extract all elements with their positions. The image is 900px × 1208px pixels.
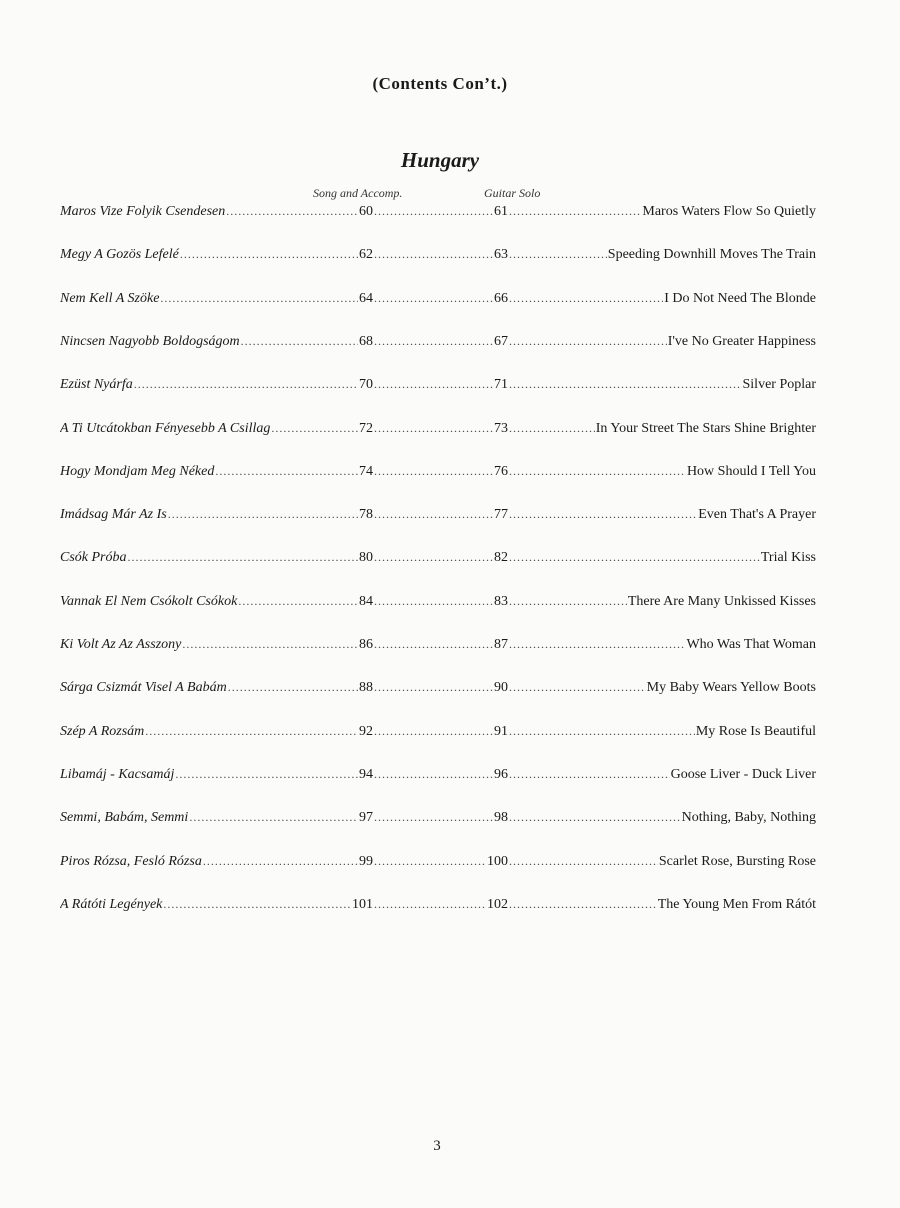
page-number: 3 bbox=[433, 1138, 441, 1154]
hungarian-title: Sárga Csizmát Visel A Babám bbox=[60, 680, 227, 695]
dot-leader bbox=[163, 893, 351, 915]
english-title: Who Was That Woman bbox=[686, 637, 816, 652]
guitar-solo-page: 83 bbox=[494, 594, 508, 609]
song-accomp-page: 92 bbox=[359, 724, 373, 739]
dot-leader bbox=[509, 546, 760, 568]
dot-leader bbox=[509, 460, 686, 482]
hungarian-title: Maros Vize Folyik Csendesen bbox=[60, 204, 226, 219]
dot-leader bbox=[374, 287, 493, 309]
song-accomp-page: 68 bbox=[359, 334, 373, 349]
dot-leader bbox=[182, 633, 358, 655]
dot-leader bbox=[374, 720, 493, 742]
contents-entry bbox=[0, 806, 900, 828]
hungarian-title: Vannak El Nem Csókolt Csókok bbox=[60, 594, 238, 609]
dot-leader bbox=[509, 373, 742, 395]
dot-leader bbox=[509, 720, 695, 742]
song-accomp-page: 99 bbox=[359, 854, 373, 869]
english-title: How Should I Tell You bbox=[686, 464, 816, 479]
dot-leader bbox=[509, 330, 667, 352]
guitar-solo-page: 77 bbox=[494, 507, 508, 522]
contents-entry bbox=[0, 200, 900, 222]
dot-leader bbox=[271, 417, 358, 439]
dot-leader bbox=[374, 417, 493, 439]
song-accomp-page: 74 bbox=[359, 464, 373, 479]
dot-leader bbox=[215, 460, 358, 482]
column-header-song-accomp: Song and Accomp. bbox=[313, 186, 403, 200]
english-title: Goose Liver - Duck Liver bbox=[670, 767, 816, 782]
hungarian-title: Libamáj - Kacsamáj bbox=[60, 767, 175, 782]
section-title: Hungary bbox=[400, 148, 480, 172]
guitar-solo-page: 67 bbox=[494, 334, 508, 349]
dot-leader bbox=[374, 503, 493, 525]
guitar-solo-page: 102 bbox=[487, 897, 508, 912]
dot-leader bbox=[374, 893, 486, 915]
english-title: Speeding Downhill Moves The Train bbox=[607, 247, 816, 262]
dot-leader bbox=[374, 850, 486, 872]
contents-entry bbox=[0, 503, 900, 525]
dot-leader bbox=[509, 590, 627, 612]
english-title: My Baby Wears Yellow Boots bbox=[646, 680, 816, 695]
english-title: Silver Poplar bbox=[742, 377, 816, 392]
contents-entry bbox=[0, 850, 900, 872]
dot-leader bbox=[374, 546, 493, 568]
contents-entry bbox=[0, 720, 900, 742]
dot-leader bbox=[160, 287, 358, 309]
hungarian-title: Szép A Rozsám bbox=[60, 724, 145, 739]
dot-leader bbox=[509, 676, 646, 698]
contents-entry bbox=[0, 373, 900, 395]
english-title: Trial Kiss bbox=[760, 550, 816, 565]
dot-leader bbox=[509, 850, 658, 872]
guitar-solo-page: 82 bbox=[494, 550, 508, 565]
guitar-solo-page: 90 bbox=[494, 680, 508, 695]
guitar-solo-page: 91 bbox=[494, 724, 508, 739]
guitar-solo-page: 66 bbox=[494, 291, 508, 306]
hungarian-title: Piros Rózsa, Fesló Rózsa bbox=[60, 854, 202, 869]
contents-entry bbox=[0, 460, 900, 482]
dot-leader bbox=[241, 330, 358, 352]
dot-leader bbox=[509, 287, 663, 309]
dot-leader bbox=[175, 763, 358, 785]
contents-entry bbox=[0, 417, 900, 439]
dot-leader bbox=[203, 850, 358, 872]
song-accomp-page: 97 bbox=[359, 810, 373, 825]
english-title: I Do Not Need The Blonde bbox=[664, 291, 816, 306]
dot-leader bbox=[228, 676, 358, 698]
contents-entry bbox=[0, 633, 900, 655]
dot-leader bbox=[374, 200, 493, 222]
english-title: I've No Greater Happiness bbox=[667, 334, 816, 349]
song-accomp-page: 86 bbox=[359, 637, 373, 652]
dot-leader bbox=[226, 200, 358, 222]
contents-entry bbox=[0, 763, 900, 785]
dot-leader bbox=[374, 633, 493, 655]
dot-leader bbox=[374, 330, 493, 352]
english-title: Scarlet Rose, Bursting Rose bbox=[658, 854, 816, 869]
english-title: In Your Street The Stars Shine Brighter bbox=[595, 421, 816, 436]
guitar-solo-page: 61 bbox=[494, 204, 508, 219]
contents-entry bbox=[0, 243, 900, 265]
contents-entry bbox=[0, 893, 900, 915]
dot-leader bbox=[509, 243, 607, 265]
hungarian-title: Imádsag Már Az Is bbox=[60, 507, 167, 522]
hungarian-title: Megy A Gozös Lefelé bbox=[60, 247, 179, 262]
guitar-solo-page: 71 bbox=[494, 377, 508, 392]
dot-leader bbox=[128, 546, 359, 568]
contents-entry bbox=[0, 287, 900, 309]
dot-leader bbox=[374, 460, 493, 482]
dot-leader bbox=[168, 503, 358, 525]
dot-leader bbox=[509, 200, 641, 222]
guitar-solo-page: 96 bbox=[494, 767, 508, 782]
song-accomp-page: 62 bbox=[359, 247, 373, 262]
english-title: The Young Men From Rátót bbox=[657, 897, 816, 912]
song-accomp-page: 94 bbox=[359, 767, 373, 782]
dot-leader bbox=[374, 676, 493, 698]
dot-leader bbox=[238, 590, 358, 612]
hungarian-title: A Rátóti Legények bbox=[60, 897, 163, 912]
guitar-solo-page: 100 bbox=[487, 854, 508, 869]
dot-leader bbox=[509, 633, 685, 655]
dot-leader bbox=[509, 763, 670, 785]
dot-leader bbox=[509, 417, 595, 439]
song-accomp-page: 80 bbox=[359, 550, 373, 565]
dot-leader bbox=[134, 373, 358, 395]
guitar-solo-page: 73 bbox=[494, 421, 508, 436]
dot-leader bbox=[374, 806, 493, 828]
guitar-solo-page: 76 bbox=[494, 464, 508, 479]
dot-leader bbox=[374, 373, 493, 395]
dot-leader bbox=[374, 763, 493, 785]
song-accomp-page: 72 bbox=[359, 421, 373, 436]
hungarian-title: Nincsen Nagyobb Boldogságom bbox=[60, 334, 240, 349]
guitar-solo-page: 98 bbox=[494, 810, 508, 825]
song-accomp-page: 64 bbox=[359, 291, 373, 306]
dot-leader bbox=[180, 243, 358, 265]
song-accomp-page: 84 bbox=[359, 594, 373, 609]
song-accomp-page: 88 bbox=[359, 680, 373, 695]
dot-leader bbox=[145, 720, 358, 742]
dot-leader bbox=[509, 806, 681, 828]
dot-leader bbox=[189, 806, 358, 828]
column-header-guitar-solo: Guitar Solo bbox=[484, 186, 541, 200]
english-title: There Are Many Unkissed Kisses bbox=[627, 594, 816, 609]
contents-entry bbox=[0, 330, 900, 352]
contents-entry bbox=[0, 676, 900, 698]
hungarian-title: Hogy Mondjam Meg Néked bbox=[60, 464, 215, 479]
dot-leader bbox=[374, 590, 493, 612]
hungarian-title: Ezüst Nyárfa bbox=[60, 377, 133, 392]
guitar-solo-page: 87 bbox=[494, 637, 508, 652]
hungarian-title: Semmi, Babám, Semmi bbox=[60, 810, 189, 825]
hungarian-title: Ki Volt Az Az Asszony bbox=[60, 637, 182, 652]
dot-leader bbox=[509, 503, 697, 525]
song-accomp-page: 60 bbox=[359, 204, 373, 219]
hungarian-title: Nem Kell A Szöke bbox=[60, 291, 160, 306]
song-accomp-page: 78 bbox=[359, 507, 373, 522]
hungarian-title: Csók Próba bbox=[60, 550, 127, 565]
dot-leader bbox=[374, 243, 493, 265]
english-title: Maros Waters Flow So Quietly bbox=[642, 204, 816, 219]
dot-leader bbox=[509, 893, 657, 915]
contents-entry bbox=[0, 546, 900, 568]
contents-entry bbox=[0, 590, 900, 612]
english-title: Nothing, Baby, Nothing bbox=[681, 810, 816, 825]
english-title: Even That's A Prayer bbox=[698, 507, 816, 522]
page-heading: (Contents Con’t.) bbox=[372, 74, 508, 93]
song-accomp-page: 101 bbox=[352, 897, 373, 912]
english-title: My Rose Is Beautiful bbox=[695, 724, 816, 739]
song-accomp-page: 70 bbox=[359, 377, 373, 392]
hungarian-title: A Ti Utcátokban Fényesebb A Csillag bbox=[60, 421, 271, 436]
guitar-solo-page: 63 bbox=[494, 247, 508, 262]
